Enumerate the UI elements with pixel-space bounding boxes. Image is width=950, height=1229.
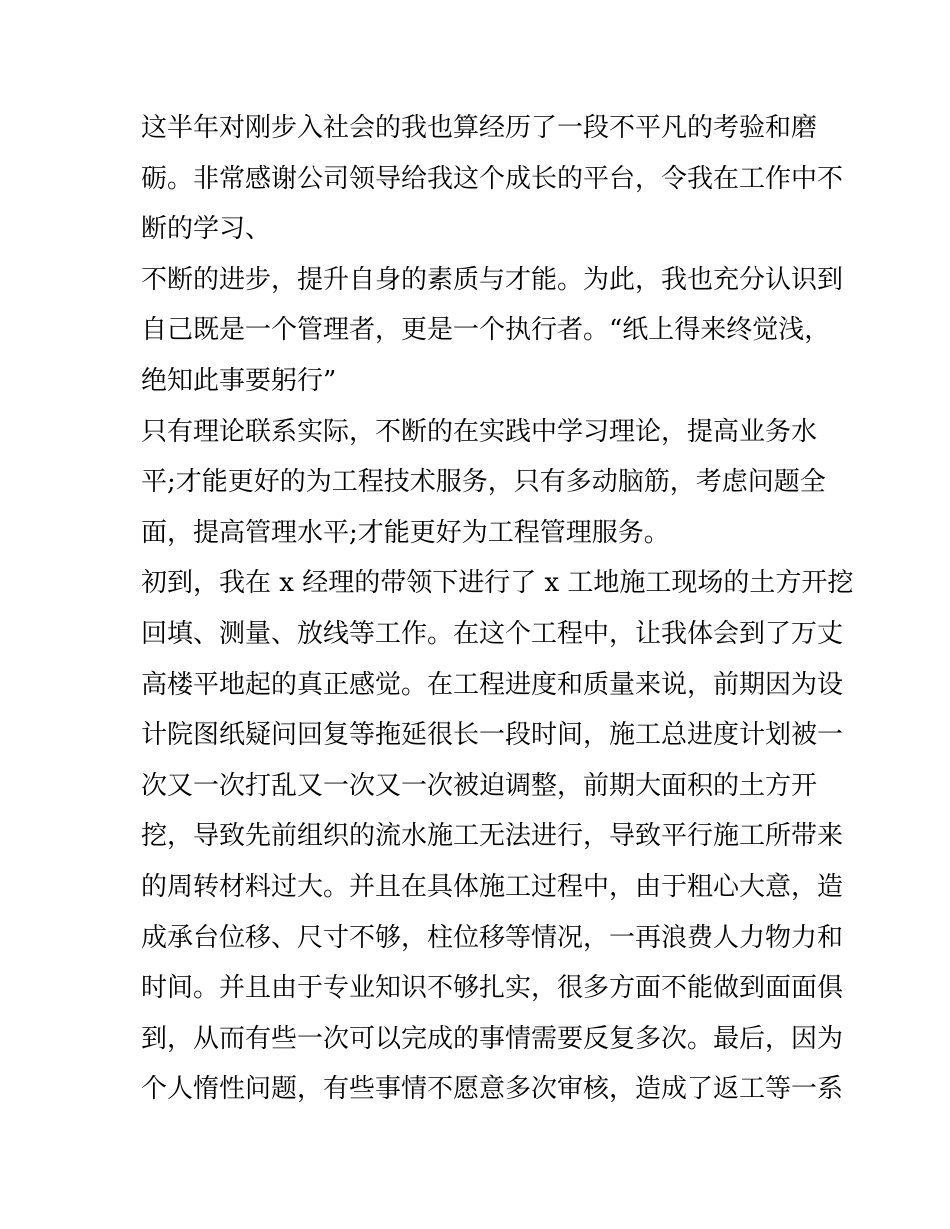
text-line: 到，从而有些一次可以完成的事情需要反复多次。最后，因为 (141, 1023, 844, 1054)
text-line: 回填、测量、放线等工作。在这个工程中，让我体会到了万丈 (141, 618, 844, 649)
text-line: 的周转材料过大。并且在具体施工过程中，由于粗心大意，造 (141, 871, 844, 902)
text-line: 成承台位移、尺寸不够，柱位移等情况，一再浪费人力物力和 (141, 922, 844, 953)
text-line: 平;才能更好的为工程技术服务，只有多动脑筋，考虑问题全 (141, 467, 826, 498)
body-text (141, 103, 854, 1115)
text-line: 面，提高管理水平;才能更好为工程管理服务。 (141, 517, 670, 548)
text-line: 时间。并且由于专业知识不够扎实，很多方面不能做到面面俱 (141, 973, 844, 1004)
text-line: 绝知此事要躬行” (141, 365, 337, 396)
text-line: 这半年对刚步入社会的我也算经历了一段不平凡的考验和磨 (141, 113, 818, 143)
text-line: 次又一次打乱又一次又一次被迫调整，前期大面积的土方开 (141, 770, 818, 801)
text-line: 挖，导致先前组织的流水施工无法进行，导致平行施工所带来 (141, 821, 844, 852)
text-line: 初到，我在 x 经理的带领下进行了 x 工地施工现场的土方开挖 (141, 568, 854, 599)
text-line: 砺。非常感谢公司领导给我这个成长的平台，令我在工作中不 (141, 163, 844, 194)
text-line: 个人惰性问题，有些事情不愿意多次审核，造成了返工等一系 (141, 1074, 844, 1105)
text-line: 不断的进步，提升自身的素质与才能。为此，我也充分认识到 (141, 264, 844, 295)
text-line: 计院图纸疑问回复等拖延很长一段时间，施工总进度计划被一 (141, 720, 844, 751)
text-line: 断的学习、 (141, 214, 272, 245)
text-line: 自己既是一个管理者，更是一个执行者。“纸上得来终觉浅， (141, 315, 831, 346)
text-line: 高楼平地起的真正感觉。在工程进度和质量来说，前期因为设 (141, 669, 844, 700)
text-line: 只有理论联系实际，不断的在实践中学习理论，提高业务水 (141, 416, 818, 447)
